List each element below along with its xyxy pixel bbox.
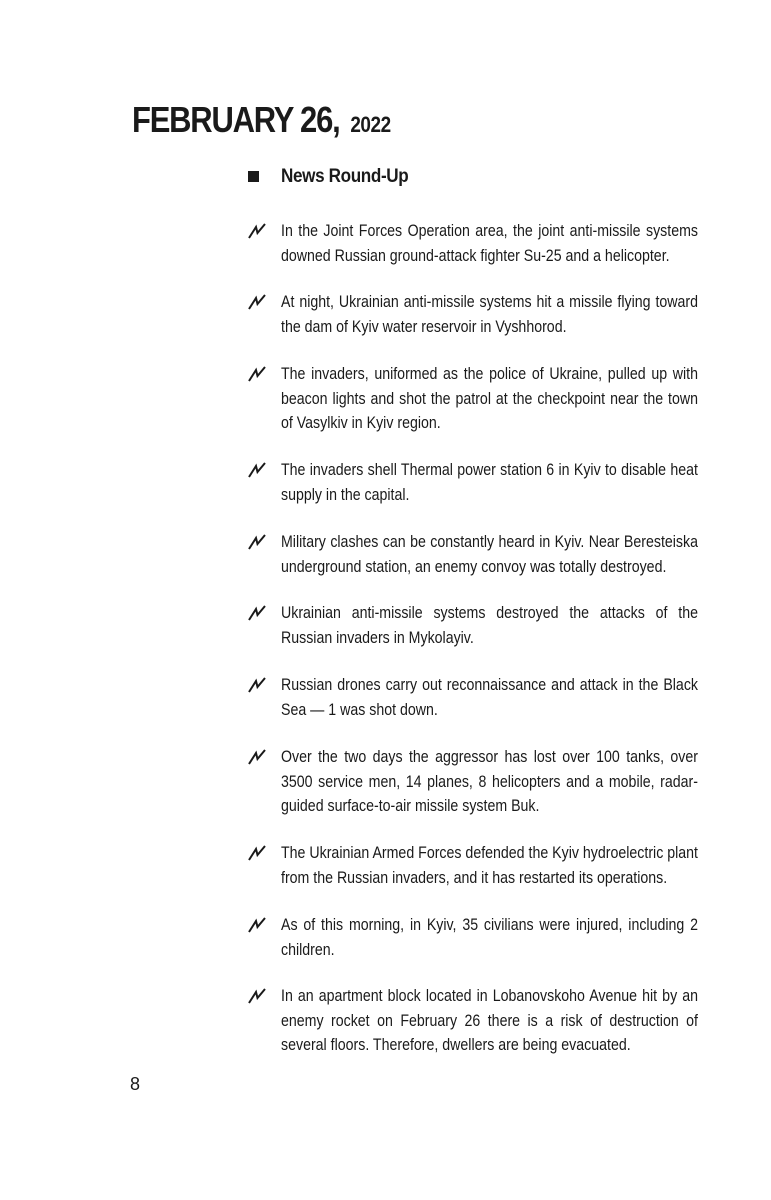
lightning-bolt-icon: [248, 749, 266, 765]
lightning-bolt-icon: [248, 534, 266, 550]
square-bullet-icon: [248, 171, 259, 182]
news-item-text: Over the two days the aggressor has lost over 100 tanks, over 3500 service men, 14 planes, 8 helicopters and a mobile, radar-guided surface-to-air missile system Buk.: [281, 747, 698, 815]
lightning-bolt-icon: [248, 462, 266, 478]
news-item-text: The invaders shell Thermal power station 6 in Kyiv to disable heat supply in the capital.: [281, 460, 698, 504]
lightning-bolt-icon: [248, 917, 266, 933]
news-item-text: Ukrainian anti-missile systems destroyed the attacks of the Russian invaders in Mykolayiv.: [281, 603, 698, 647]
lightning-bolt-icon: [248, 223, 266, 239]
news-item-text: At night, Ukrainian anti-missile systems hit a missile flying toward the dam of Kyiv water reservoir in Vyshhorod.: [281, 292, 698, 336]
section-title: News Round-Up: [281, 166, 409, 187]
page-number: 8: [130, 1074, 141, 1094]
lightning-bolt-icon: [248, 294, 266, 310]
lightning-bolt-icon: [248, 988, 266, 1004]
lightning-bolt-icon: [248, 366, 266, 382]
news-item-text: The Ukrainian Armed Forces defended the Kyiv hydroelectric plant from the Russian invaders, and it has restarted its operations.: [281, 843, 698, 887]
lightning-bolt-icon: [248, 677, 266, 693]
title-date: FEBRUARY 26,: [132, 99, 340, 140]
lightning-bolt-icon: [248, 605, 266, 621]
news-item-text: As of this morning, in Kyiv, 35 civilians were injured, including 2 children.: [281, 915, 698, 959]
news-item-text: The invaders, uniformed as the police of Ukraine, pulled up with beacon lights and shot the patrol at the checkpoint near the town of Vasylkiv in Kyiv region.: [281, 364, 698, 432]
title-year: 2022: [350, 112, 391, 137]
lightning-bolt-icon: [248, 845, 266, 861]
news-item-text: Russian drones carry out reconnaissance and attack in the Black Sea — 1 was shot down.: [281, 675, 698, 719]
news-item-text: In the Joint Forces Operation area, the joint anti-missile systems downed Russian ground-attack fighter Su-25 and a helicopter.: [281, 221, 698, 265]
news-item-text: Military clashes can be constantly heard in Kyiv. Near Beresteiska underground station, an enemy convoy was totally destroyed.: [281, 532, 698, 576]
news-item-text: In an apartment block located in Lobanovskoho Avenue hit by an enemy rocket on February 26 there is a risk of destruction of several floors. Therefore, dwellers are being evacuated.: [281, 986, 698, 1054]
section-heading: [248, 164, 708, 192]
page-title: [132, 98, 391, 147]
